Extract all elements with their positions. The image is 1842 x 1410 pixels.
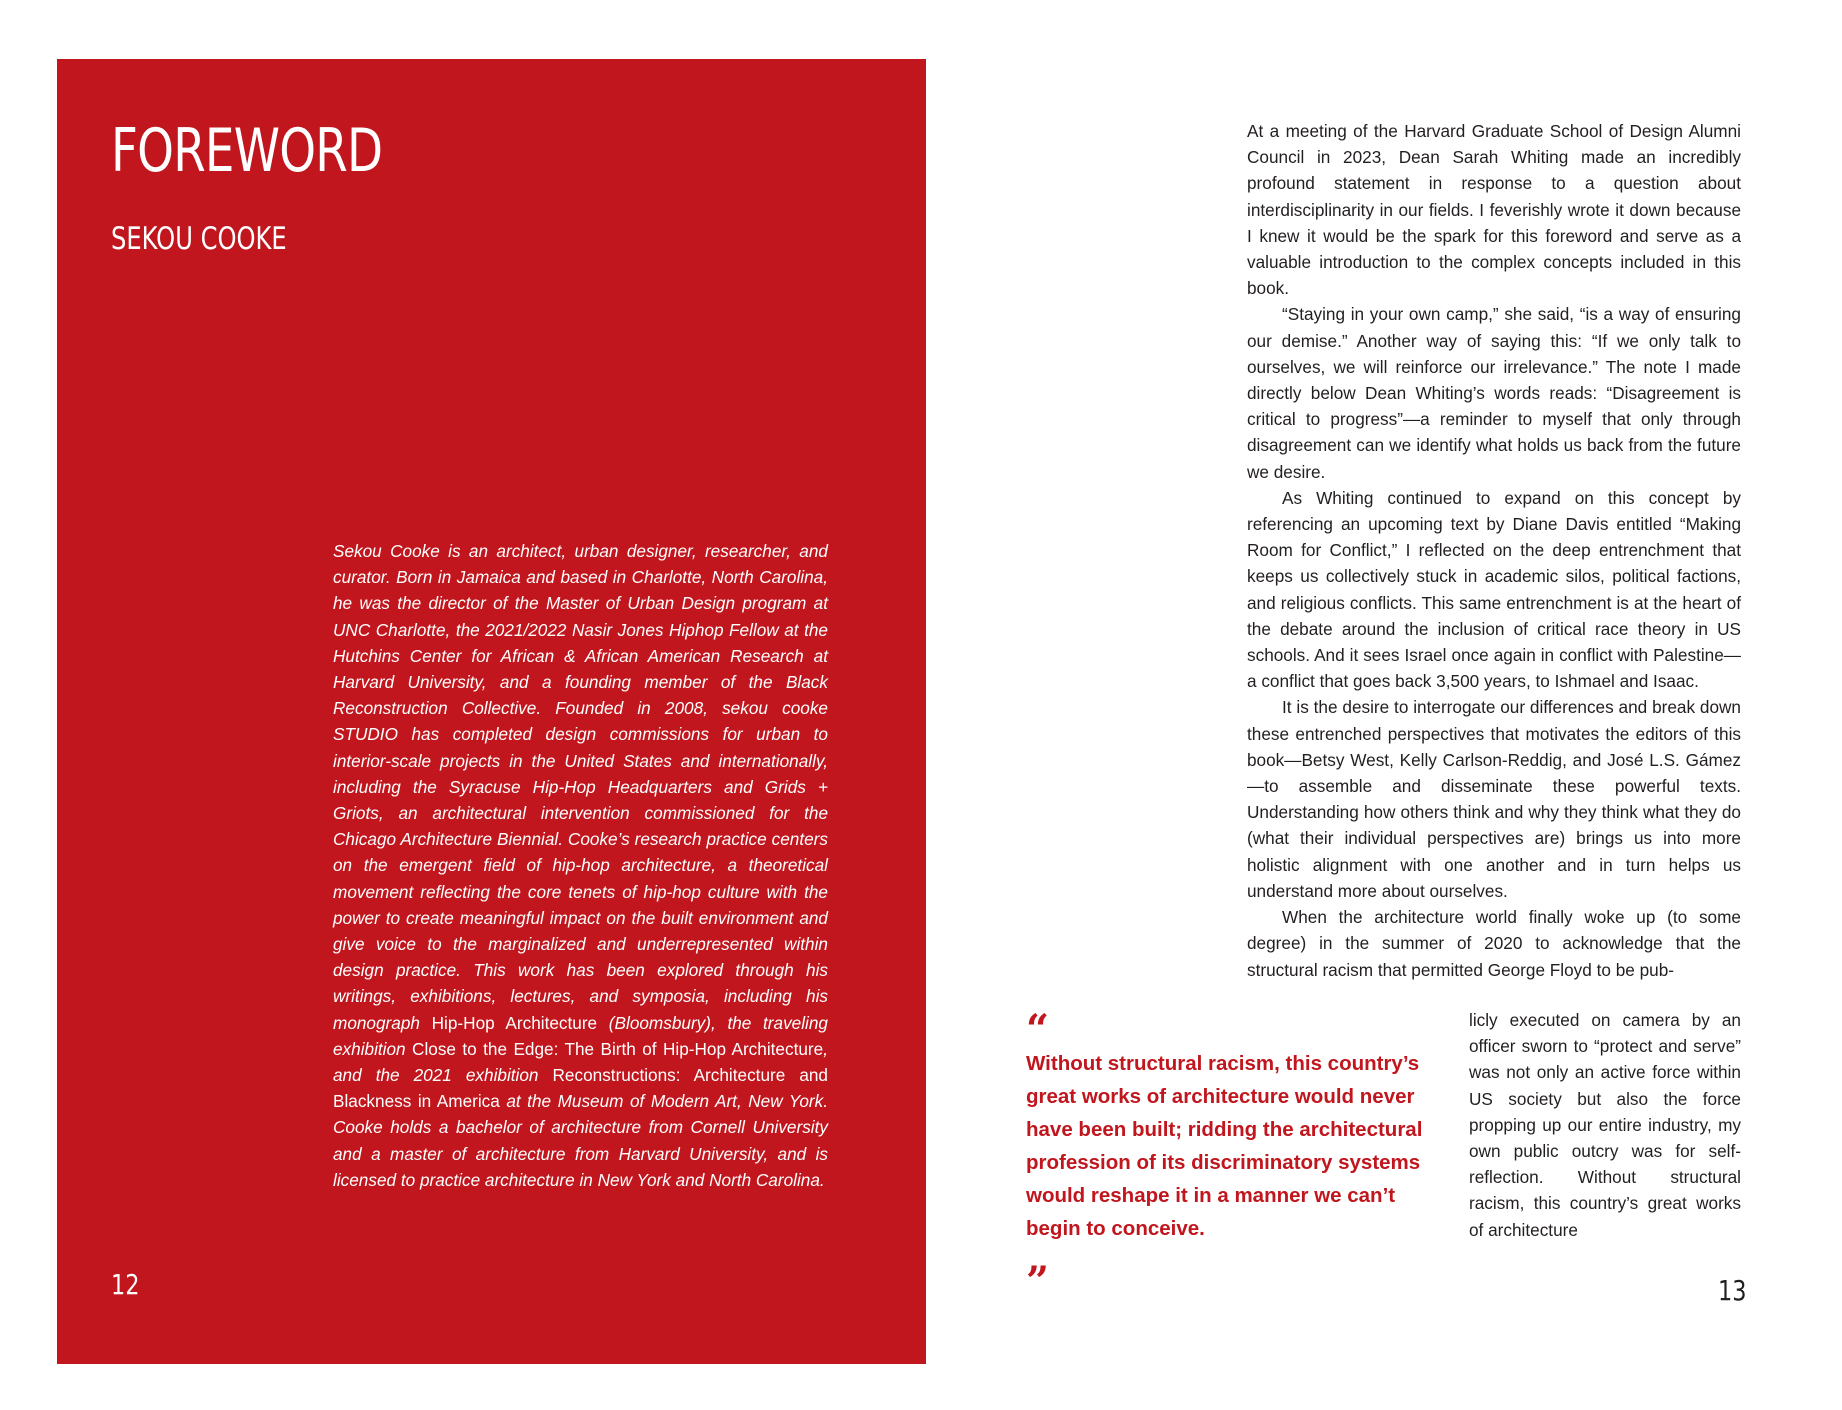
bio-exhibition-title-2: Reconstructions: Architecture and Blackness in America xyxy=(333,1065,828,1112)
body-paragraph-4: It is the desire to interrogate our differences and break down these entrenched perspectives that motivates the editors of this book—Betsy West, Kelly Carlson-Reddig, and José L.S. Gámez—to assemble and disseminate these powerful texts. Understanding how others think and why they think what they do (what their individual perspectives are) brings us into more holistic alignment with one another and in turn helps us understand more about ourselves. xyxy=(1247,697,1741,901)
open-quote-mark: “ xyxy=(1026,1006,1050,1053)
bio-text-2: (Bloomsbury), the traveling exhibition xyxy=(333,1012,828,1059)
bio-exhibition-title-1: Close to the Edge: The Birth of Hip-Hop Architecture xyxy=(412,1038,824,1059)
page-number-right: 13 xyxy=(1718,1274,1747,1307)
body-paragraph-5: When the architecture world finally woke up (to some degree) in the summer of 2020 to acknowledge that the structural racism that permitted George Floyd to be pub- xyxy=(1247,907,1741,980)
body-text-column xyxy=(1247,118,1741,983)
page-number-left: 12 xyxy=(111,1268,140,1301)
author-name: SEKOU COOKE xyxy=(111,221,287,257)
body-paragraph-3: As Whiting continued to expand on this concept by referencing an upcoming text by Diane Davis entitled “Making Room for Conflict,” I reflected on the deep entrenchment that keeps us collectively stuck in academic silos, political factions, and religious conflicts. This same entrenchment is at the heart of the debate around the inclusion of critical race theory in US schools. And it sees Israel once again in conflict with Palestine—a conflict that goes back 3,500 years, to Ishmael and Isaac. xyxy=(1247,487,1741,692)
bio-text-4: at the Museum of Modern Art, New York. Cooke holds a bachelor of architecture from Cornell University and a master of architecture from Harvard University, and is licensed to practice architecture in New York and North Carolina. xyxy=(333,1091,828,1190)
body-paragraph-1: At a meeting of the Harvard Graduate School of Design Alumni Council in 2023, Dean Sarah Whiting made an incredibly profound statement in response to a question about interdisciplinarity in our fields. I feverishly wrote it down because I knew it would be the spark for this foreword and serve as a valuable introduction to the complex concepts included in this book. xyxy=(1247,121,1741,299)
bio-book-title: Hip-Hop Architecture xyxy=(431,1012,598,1033)
body-paragraph-5-continued: licly executed on camera by an officer sworn to “protect and serve” was not only an active force within US society but also the force propping up our entire industry, my own public outcry was for self-reflection. Without structural racism, this country’s great works of architecture xyxy=(1469,1010,1741,1240)
bio-text-1: Sekou Cooke is an architect, urban designer, researcher, and curator. Born in Jamaica and based in Charlotte, North Carolina, he was the director of the Master of Urban Design program at UNC Charlotte, the 2021/2022 Nasir Jones Hiphop Fellow at the Hutchins Center for African & African American Research at Harvard University, and a founding member of the Black Reconstruction Collective. Founded in 2008, sekou cooke STUDIO has completed design commissions for urban to interior-scale projects in the United States and internationally, including the Syracuse Hip-Hop Headquarters and Grids + Griots, an architectural intervention commissioned for the Chicago Architecture Biennial. Cooke’s research practice centers on the emergent field of hip-hop architecture, a theoretical movement reflecting the core tenets of hip-hop culture with the power to create meaningful impact on the built environment and give voice to the marginalized and underrepresented within design practice. This work has been explored through his writings, exhibitions, lectures, and symposia, including his monograph xyxy=(333,541,828,1033)
chapter-title: FOREWORD xyxy=(111,116,383,186)
pull-quote: Without structural racism, this country’s great works of architecture would never have been built; ridding the architectural profession of its discriminatory systems would reshape it in a manner we can’t begin to conceive. xyxy=(1026,1052,1423,1240)
author-bio xyxy=(333,538,828,1193)
bio-text-3: , and the 2021 exhibition xyxy=(333,1038,828,1086)
close-quote-mark: ” xyxy=(1026,1258,1050,1305)
left-page-red xyxy=(57,59,926,1364)
body-paragraph-2: “Staying in your own camp,” she said, “is a way of ensuring our demise.” Another way of saying this: “If we only talk to ourselves, we will reinforce our irrelevance.” The note I made directly below Dean Whiting’s words reads: “Disagreement is critical to progress”—a reminder to myself that only through disagreement can we identify what holds us back from the future we desire. xyxy=(1247,304,1741,482)
